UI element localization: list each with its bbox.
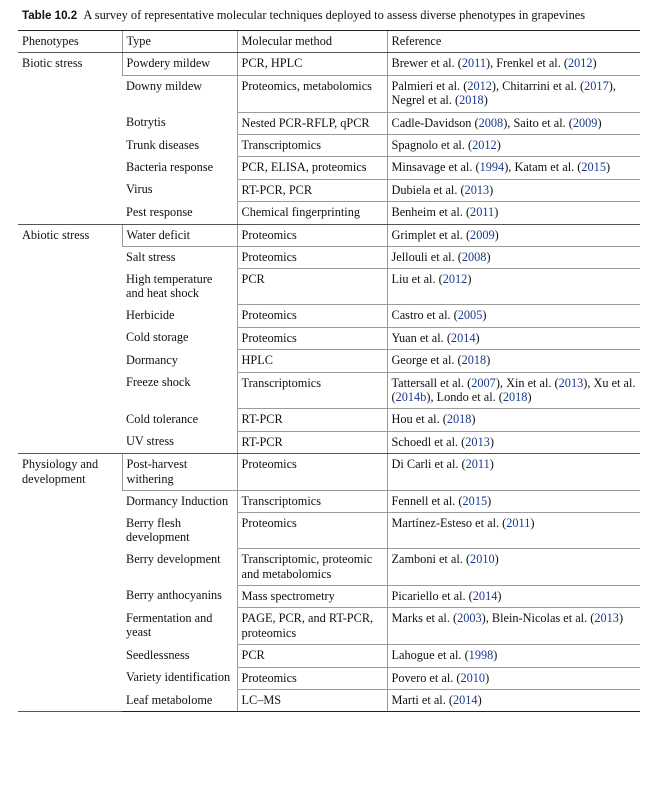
citation-year-link[interactable]: 2003 — [457, 611, 482, 626]
citation-author: Spagnolo et al. ( — [391, 138, 473, 153]
reference-cell — [387, 667, 640, 689]
citation-author: Hou et al. ( — [391, 412, 447, 427]
citation-year-link[interactable]: 2014 — [452, 693, 478, 707]
citation-year-link[interactable]: 2012 — [472, 138, 497, 153]
citation-author: Schoedl et al. ( — [391, 434, 466, 449]
citation-year-link[interactable]: 2018 — [459, 93, 484, 108]
citation-year-link[interactable]: 2010 — [470, 552, 495, 567]
col-header-reference: Reference — [387, 31, 640, 53]
method-cell: Proteomics — [237, 305, 387, 327]
citation-author: Brewer et al. ( — [391, 56, 462, 71]
type-cell: Virus — [126, 182, 153, 197]
citation-suffix: ), — [495, 375, 507, 390]
citation-year-link[interactable]: 2018 — [502, 389, 528, 404]
type-cell: Salt stress — [126, 250, 176, 265]
citation-suffix: ) — [497, 588, 502, 603]
reference-cell — [387, 350, 640, 372]
table-caption-text: A survey of representative molecular techniques deployed to assess diverse phenotypes in grapevines — [83, 8, 586, 22]
col-header-type: Type — [122, 31, 237, 53]
citation-suffix: ) — [597, 115, 602, 130]
method-cell: PCR, ELISA, proteomics — [237, 157, 387, 179]
citation-suffix: ) — [487, 493, 492, 508]
reference-cell — [387, 224, 640, 246]
citation-year-link[interactable]: 2011 — [465, 457, 490, 472]
citation-author: Martínez-Esteso et al. ( — [391, 516, 507, 531]
citation-author: Xu et al. ( — [391, 375, 636, 404]
reference-cell — [387, 585, 640, 607]
citation-suffix: ) — [605, 160, 611, 175]
type-cell: Dormancy — [126, 352, 178, 367]
citation-author: Lahogue et al. ( — [391, 648, 469, 663]
table-row — [18, 53, 640, 75]
citation-year-link[interactable]: 2014b — [395, 389, 427, 404]
citation-suffix: ) — [486, 250, 491, 265]
citation-author: Fennell et al. ( — [391, 493, 463, 508]
reference-cell — [387, 431, 640, 453]
reference-cell — [387, 513, 640, 549]
citation-author: Saito et al. ( — [513, 115, 573, 130]
citation-suffix: ) — [592, 56, 597, 71]
citation-author: Negrel et al. ( — [391, 93, 460, 108]
reference-cell — [387, 202, 640, 224]
citation-suffix: ) — [494, 227, 499, 242]
citation-year-link[interactable]: 2008 — [461, 250, 487, 265]
citation-suffix: ), — [481, 611, 492, 626]
citation-suffix: ) — [489, 457, 494, 472]
type-cell: Berry anthocyanins — [126, 588, 222, 603]
type-cell: Bacteria response — [126, 159, 214, 174]
citation-suffix: ) — [527, 389, 532, 404]
citation-author: Castro et al. ( — [391, 308, 458, 323]
citation-author: Minsavage et al. ( — [391, 160, 480, 175]
type-cell: Berry development — [126, 551, 221, 566]
citation-author: Jellouli et al. ( — [391, 250, 462, 265]
citation-year-link[interactable]: 2012 — [467, 78, 492, 93]
type-cell: Water deficit — [122, 224, 237, 246]
citation-suffix: ) — [486, 353, 491, 368]
citation-suffix: ) — [467, 272, 472, 287]
method-cell: PCR — [237, 645, 387, 667]
table-row — [18, 454, 640, 491]
reference-cell — [387, 157, 640, 179]
method-cell: Proteomics, metabolomics — [237, 75, 387, 112]
table-caption — [22, 7, 640, 24]
citation-suffix: ), — [583, 375, 594, 390]
citation-year-link[interactable]: 2012 — [442, 272, 468, 287]
reference-cell — [387, 549, 640, 586]
type-cell: Berry flesh development — [126, 515, 190, 545]
citation-suffix: ) — [477, 693, 482, 707]
citation-suffix: ) — [618, 611, 624, 626]
method-cell: Proteomics — [237, 513, 387, 549]
method-cell: Chemical fingerprinting — [237, 202, 387, 224]
method-cell: RT-PCR — [237, 409, 387, 431]
reference-cell — [387, 372, 640, 409]
citation-suffix: ) — [485, 670, 490, 685]
citation-year-link[interactable]: 2014 — [472, 588, 498, 603]
reference-cell — [387, 269, 640, 305]
citation-year-link[interactable]: 2015 — [462, 493, 488, 508]
citation-author: Tattersall et al. ( — [391, 375, 472, 390]
citation-year-link[interactable]: 2010 — [460, 670, 486, 685]
citation-author: Liu et al. ( — [391, 272, 443, 287]
method-cell: Transcriptomic, proteomic and metabolomics — [237, 549, 387, 586]
citation-author: Blein-Nicolas et al. ( — [491, 611, 595, 626]
citation-suffix: ), — [503, 115, 514, 130]
type-cell: Freeze shock — [126, 375, 191, 389]
method-cell: LC–MS — [237, 690, 387, 712]
reference-cell — [387, 247, 640, 269]
citation-year-link[interactable]: 2018 — [461, 353, 487, 368]
type-cell: Trunk diseases — [126, 137, 199, 152]
citation-suffix: ) — [493, 648, 498, 663]
citation-suffix: ) — [482, 308, 487, 323]
citation-suffix: ) — [483, 93, 488, 108]
citation-suffix: ) — [494, 205, 499, 220]
citation-suffix: ) — [530, 516, 535, 531]
citation-suffix: ) — [475, 330, 480, 345]
reference-cell — [387, 645, 640, 667]
phenotype-cell: Physiology and development — [18, 454, 122, 712]
method-cell: PCR, HPLC — [237, 53, 387, 75]
citation-suffix: ) — [494, 552, 499, 567]
citation-author: Dubiela et al. ( — [391, 182, 465, 197]
citation-author: Chitarrini et al. ( — [502, 78, 585, 93]
table-header-row — [18, 31, 640, 53]
citation-year-link[interactable]: 2013 — [594, 611, 619, 626]
type-cell: Leaf metabolome — [122, 690, 237, 712]
citation-year-link[interactable]: 1994 — [479, 160, 505, 175]
type-cell: Fermentation and yeast — [126, 610, 213, 640]
method-cell: Proteomics — [237, 224, 387, 246]
type-cell: Pest response — [122, 202, 237, 224]
citation-author: Grimplet et al. ( — [391, 227, 471, 242]
method-cell: HPLC — [237, 350, 387, 372]
citation-author: Benheim et al. ( — [391, 205, 471, 220]
citation-author: Di Carli et al. ( — [391, 457, 466, 472]
type-cell: Powdery mildew — [122, 53, 237, 75]
citation-author: Marks et al. ( — [391, 611, 458, 626]
reference-cell — [387, 490, 640, 512]
citation-year-link[interactable]: 2009 — [572, 115, 598, 130]
citation-suffix: ) — [471, 412, 476, 427]
citation-author: Katam et al. ( — [514, 160, 582, 175]
method-cell: Transcriptomics — [237, 490, 387, 512]
citation-year-link[interactable]: 2013 — [465, 434, 490, 449]
citation-year-link[interactable]: 2007 — [471, 375, 496, 390]
citation-suffix: ), — [485, 56, 497, 71]
citation-suffix: ) — [489, 182, 494, 197]
method-cell: RT-PCR, PCR — [237, 179, 387, 201]
method-cell: Mass spectrometry — [237, 585, 387, 607]
col-header-phenotypes: Phenotypes — [18, 31, 122, 53]
type-cell: Cold storage — [126, 330, 189, 345]
method-cell: PCR — [237, 269, 387, 305]
method-cell: Proteomics — [237, 247, 387, 269]
citation-year-link[interactable]: 2011 — [470, 205, 495, 220]
citation-year-link[interactable]: 2011 — [506, 516, 531, 531]
citation-author: Palmieri et al. ( — [391, 78, 468, 93]
method-cell: RT-PCR — [237, 431, 387, 453]
reference-cell — [387, 454, 640, 491]
citation-suffix: ), — [608, 78, 616, 93]
citation-author: Londo et al. ( — [436, 389, 503, 404]
type-cell: Cold tolerance — [126, 411, 199, 426]
method-cell: Proteomics — [237, 454, 387, 491]
citation-year-link[interactable]: 2005 — [457, 308, 483, 323]
type-cell: Seedlessness — [126, 647, 190, 662]
citation-year-link[interactable]: 2012 — [567, 56, 593, 71]
citation-year-link[interactable]: 2008 — [478, 115, 504, 130]
citation-year-link[interactable]: 2017 — [584, 78, 609, 93]
citation-author: Cadle-Davidson ( — [391, 115, 479, 130]
type-cell: Downy mildew — [126, 78, 203, 93]
citation-year-link[interactable]: 2013 — [558, 375, 584, 390]
citation-year-link[interactable]: 2009 — [470, 227, 495, 242]
phenotype-cell: Biotic stress — [18, 53, 122, 224]
reference-cell — [387, 75, 640, 112]
citation-year-link[interactable]: 2018 — [446, 412, 472, 427]
citation-author: Picariello et al. ( — [391, 588, 473, 603]
reference-cell — [387, 327, 640, 349]
phenotype-cell: Abiotic stress — [18, 224, 122, 453]
type-cell: High temperature and heat shock — [126, 271, 213, 301]
type-cell: Variety identification — [126, 670, 231, 685]
phenotype-techniques-table — [18, 30, 640, 712]
method-cell: Proteomics — [237, 327, 387, 349]
citation-author: Povero et al. ( — [391, 670, 461, 685]
citation-year-link[interactable]: 1998 — [468, 648, 494, 663]
type-cell: Post-harvest withering — [122, 454, 237, 491]
citation-suffix: ) — [496, 138, 501, 153]
type-cell: Botrytis — [126, 115, 166, 130]
citation-suffix: ), — [426, 389, 437, 404]
table-row — [18, 224, 640, 246]
type-cell: Dormancy Induction — [126, 493, 229, 508]
document-page — [18, 7, 640, 712]
reference-cell — [387, 305, 640, 327]
citation-author: Zamboni et al. ( — [391, 552, 471, 567]
reference-cell — [387, 53, 640, 75]
citation-suffix: ), — [504, 160, 515, 175]
table-caption-label: Table 10.2 — [22, 9, 78, 22]
method-cell: Transcriptomics — [237, 135, 387, 157]
method-cell: Proteomics — [237, 667, 387, 689]
reference-cell — [387, 608, 640, 645]
citation-year-link[interactable]: 2015 — [581, 160, 606, 175]
citation-suffix: ), — [491, 78, 503, 93]
type-cell: UV stress — [122, 431, 237, 453]
col-header-molecular-method: Molecular method — [237, 31, 387, 53]
citation-suffix: ) — [489, 434, 494, 449]
reference-cell — [387, 112, 640, 134]
reference-cell — [387, 409, 640, 431]
reference-cell — [387, 135, 640, 157]
method-cell: Transcriptomics — [237, 372, 387, 409]
citation-year-link[interactable]: 2014 — [450, 330, 476, 345]
citation-author: Marti et al. ( — [391, 693, 453, 707]
citation-author: Frenkel et al. ( — [496, 56, 568, 71]
citation-author: Yuan et al. ( — [391, 330, 451, 345]
citation-year-link[interactable]: 2013 — [464, 182, 490, 197]
citation-year-link[interactable]: 2011 — [461, 56, 486, 71]
citation-author: Xin et al. ( — [506, 375, 559, 390]
method-cell: PAGE, PCR, and RT-PCR, proteomics — [237, 608, 387, 645]
method-cell: Nested PCR-RFLP, qPCR — [237, 112, 387, 134]
table-body — [18, 53, 640, 712]
citation-author: George et al. ( — [391, 353, 462, 368]
reference-cell — [387, 179, 640, 201]
type-cell: Herbicide — [126, 307, 175, 322]
reference-cell — [387, 690, 640, 712]
